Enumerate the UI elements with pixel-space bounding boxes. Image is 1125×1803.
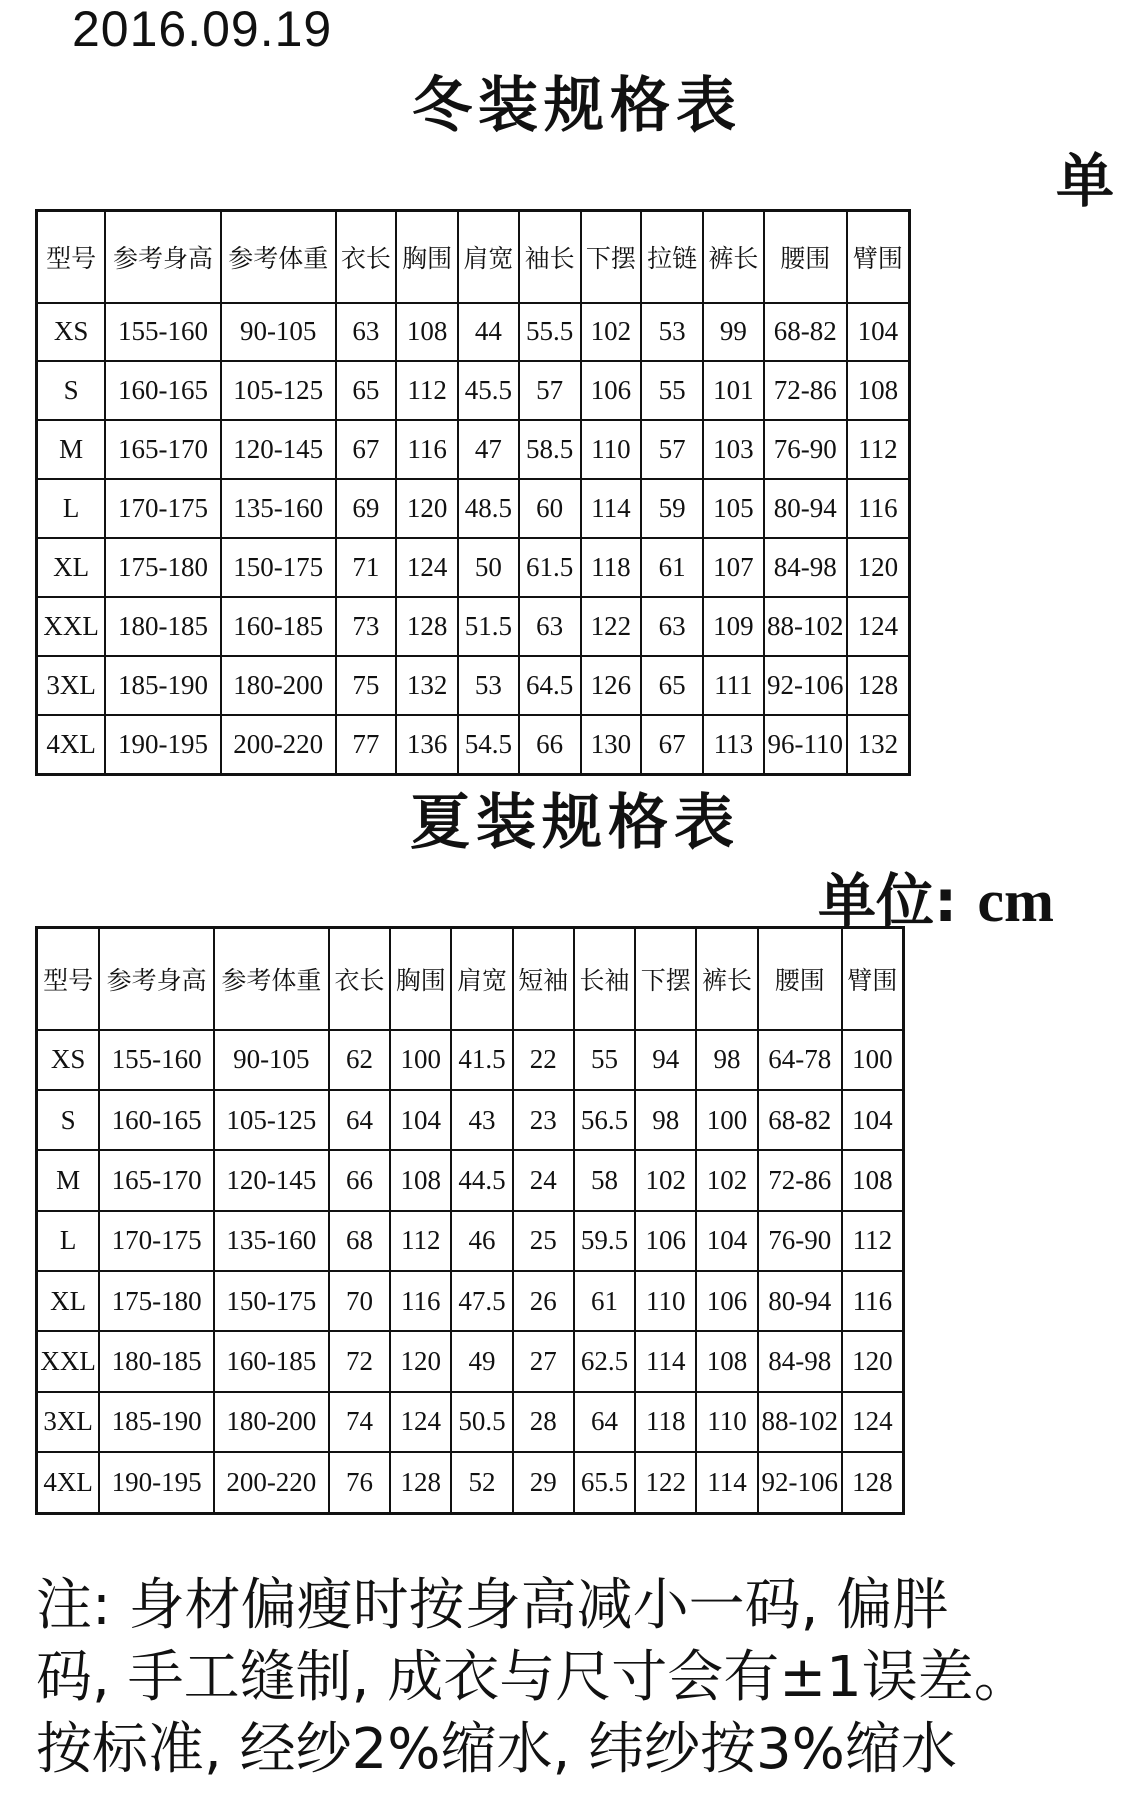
table-cell: 112 — [390, 1211, 451, 1271]
table-cell: 75 — [336, 656, 397, 715]
table-cell: 54.5 — [458, 715, 519, 775]
table-cell: XXL — [37, 1331, 100, 1391]
table-cell: 190-195 — [99, 1452, 214, 1513]
column-header: 拉链 — [641, 211, 703, 303]
table-cell: 108 — [396, 303, 458, 362]
table-row — [37, 538, 910, 597]
column-header: 长袖 — [574, 928, 636, 1030]
table-cell: 105-125 — [214, 1090, 329, 1150]
table-cell: 61 — [641, 538, 703, 597]
table-cell: 26 — [513, 1271, 574, 1331]
table-cell: 124 — [396, 538, 458, 597]
table-cell: 64.5 — [519, 656, 581, 715]
table-cell: 3XL — [37, 1392, 100, 1452]
table-cell: 55 — [574, 1030, 636, 1090]
winter-table-title: 冬装规格表 — [412, 71, 742, 141]
table-cell: 24 — [513, 1150, 574, 1210]
table-cell: 71 — [336, 538, 397, 597]
table-cell: 190-195 — [105, 715, 221, 775]
table-cell: 67 — [641, 715, 703, 775]
table-cell: 150-175 — [221, 538, 336, 597]
table-cell: 80-94 — [758, 1271, 842, 1331]
column-header: 短袖 — [513, 928, 574, 1030]
note-line-3: 按标准, 经纱2%缩水, 纬纱按3%缩水 — [36, 1717, 957, 1782]
table-cell: 180-200 — [214, 1392, 329, 1452]
table-cell: 65 — [641, 656, 703, 715]
unit-label-text: 单位: — [818, 867, 958, 935]
table-cell: 68-82 — [758, 1090, 842, 1150]
table-cell: 45.5 — [458, 361, 519, 420]
table-cell: 4XL — [37, 715, 106, 775]
table-cell: 29 — [513, 1452, 574, 1513]
table-cell: 118 — [635, 1392, 696, 1452]
table-row — [37, 1392, 904, 1452]
table-cell: 106 — [581, 361, 642, 420]
table-cell: 106 — [696, 1271, 758, 1331]
table-cell: S — [37, 1090, 100, 1150]
table-cell: 120 — [842, 1331, 904, 1391]
table-cell: 113 — [703, 715, 764, 775]
table-cell: 61.5 — [519, 538, 581, 597]
table-cell: 116 — [847, 479, 910, 538]
table-cell: 102 — [696, 1150, 758, 1210]
table-cell: XS — [37, 1030, 100, 1090]
table-cell: 47 — [458, 420, 519, 479]
note-line-1: 注: 身材偏瘦时按身高减小一码, 偏胖 — [36, 1573, 949, 1638]
table-cell: 49 — [451, 1331, 513, 1391]
table-cell: 3XL — [37, 656, 106, 715]
table-cell: 120 — [390, 1331, 451, 1391]
table-cell: 58 — [574, 1150, 636, 1210]
table-cell: 68 — [329, 1211, 391, 1271]
table-cell: 104 — [847, 303, 910, 362]
column-header: 型号 — [37, 928, 100, 1030]
table-cell: 88-102 — [764, 597, 847, 656]
table-cell: 110 — [635, 1271, 696, 1331]
table-row — [37, 1030, 904, 1090]
column-header: 裤长 — [703, 211, 764, 303]
table-row — [37, 1271, 904, 1331]
column-header: 肩宽 — [451, 928, 513, 1030]
table-cell: 62.5 — [574, 1331, 636, 1391]
table-cell: 66 — [329, 1150, 391, 1210]
table-cell: 84-98 — [764, 538, 847, 597]
table-cell: 50.5 — [451, 1392, 513, 1452]
table-cell: 57 — [519, 361, 581, 420]
column-header: 肩宽 — [458, 211, 519, 303]
table-cell: 67 — [336, 420, 397, 479]
table-cell: 136 — [396, 715, 458, 775]
table-cell: 62 — [329, 1030, 391, 1090]
table-cell: 170-175 — [99, 1211, 214, 1271]
table-cell: 165-170 — [105, 420, 221, 479]
table-cell: 108 — [847, 361, 910, 420]
table-cell: 200-220 — [214, 1452, 329, 1513]
table-cell: 76-90 — [764, 420, 847, 479]
table-row — [37, 303, 910, 362]
table-cell: 109 — [703, 597, 764, 656]
table-cell: 47.5 — [451, 1271, 513, 1331]
table-cell: 128 — [842, 1452, 904, 1513]
table-cell: 122 — [635, 1452, 696, 1513]
table-cell: 132 — [847, 715, 910, 775]
table-cell: 100 — [390, 1030, 451, 1090]
table-cell: 41.5 — [451, 1030, 513, 1090]
table-cell: 104 — [842, 1090, 904, 1150]
column-header: 袖长 — [519, 211, 581, 303]
winter-unit-label: 单 — [1056, 147, 1115, 215]
table-cell: 90-105 — [221, 303, 336, 362]
table-cell: 108 — [696, 1331, 758, 1391]
unit-value-text: cm — [977, 868, 1055, 934]
column-header: 衣长 — [329, 928, 391, 1030]
table-cell: 90-105 — [214, 1030, 329, 1090]
table-cell: 160-185 — [214, 1331, 329, 1391]
column-header: 下摆 — [581, 211, 642, 303]
table-cell: 77 — [336, 715, 397, 775]
table-header-row — [37, 211, 910, 303]
table-cell: 135-160 — [221, 479, 336, 538]
table-row — [37, 1331, 904, 1391]
table-cell: 64-78 — [758, 1030, 842, 1090]
table-cell: XL — [37, 1271, 100, 1331]
column-header: 胸围 — [396, 211, 458, 303]
table-cell: 175-180 — [105, 538, 221, 597]
table-cell: 65.5 — [574, 1452, 636, 1513]
table-cell: 99 — [703, 303, 764, 362]
table-cell: 92-106 — [758, 1452, 842, 1513]
table-row — [37, 1090, 904, 1150]
table-row — [37, 597, 910, 656]
table-cell: 122 — [581, 597, 642, 656]
table-cell: 116 — [396, 420, 458, 479]
table-row — [37, 1452, 904, 1513]
table-cell: 58.5 — [519, 420, 581, 479]
table-cell: 135-160 — [214, 1211, 329, 1271]
table-cell: 128 — [390, 1452, 451, 1513]
table-cell: 104 — [390, 1090, 451, 1150]
table-cell: 73 — [336, 597, 397, 656]
column-header: 型号 — [37, 211, 106, 303]
table-cell: XS — [37, 303, 106, 362]
table-cell: 53 — [641, 303, 703, 362]
table-cell: 110 — [696, 1392, 758, 1452]
table-cell: 64 — [574, 1392, 636, 1452]
table-row — [37, 479, 910, 538]
table-cell: 126 — [581, 656, 642, 715]
table-cell: 128 — [847, 656, 910, 715]
table-row — [37, 420, 910, 479]
table-cell: 60 — [519, 479, 581, 538]
table-cell: 94 — [635, 1030, 696, 1090]
table-cell: 124 — [847, 597, 910, 656]
summer-table-title: 夏装规格表 — [410, 788, 740, 858]
table-cell: M — [37, 420, 106, 479]
table-cell: 68-82 — [764, 303, 847, 362]
table-cell: 160-165 — [105, 361, 221, 420]
table-cell: 48.5 — [458, 479, 519, 538]
table-cell: 63 — [641, 597, 703, 656]
table-cell: 150-175 — [214, 1271, 329, 1331]
table-cell: 23 — [513, 1090, 574, 1150]
table-cell: 59.5 — [574, 1211, 636, 1271]
table-cell: 98 — [696, 1030, 758, 1090]
table-cell: 114 — [696, 1452, 758, 1513]
table-cell: 104 — [696, 1211, 758, 1271]
table-cell: 88-102 — [758, 1392, 842, 1452]
table-cell: 76-90 — [758, 1211, 842, 1271]
table-row — [37, 1150, 904, 1210]
table-cell: 120-145 — [221, 420, 336, 479]
table-cell: 120-145 — [214, 1150, 329, 1210]
table-cell: 25 — [513, 1211, 574, 1271]
table-cell: 124 — [842, 1392, 904, 1452]
table-cell: 102 — [581, 303, 642, 362]
table-cell: 114 — [581, 479, 642, 538]
table-cell: 64 — [329, 1090, 391, 1150]
column-header: 衣长 — [336, 211, 397, 303]
table-cell: 103 — [703, 420, 764, 479]
table-header-row — [37, 928, 904, 1030]
column-header: 臂围 — [842, 928, 904, 1030]
table-cell: XXL — [37, 597, 106, 656]
table-cell: 118 — [581, 538, 642, 597]
column-header: 裤长 — [696, 928, 758, 1030]
table-cell: L — [37, 479, 106, 538]
table-row — [37, 361, 910, 420]
table-cell: 128 — [396, 597, 458, 656]
table-cell: 155-160 — [105, 303, 221, 362]
table-cell: 65 — [336, 361, 397, 420]
table-cell: 66 — [519, 715, 581, 775]
table-cell: 101 — [703, 361, 764, 420]
table-cell: 105-125 — [221, 361, 336, 420]
table-cell: 56.5 — [574, 1090, 636, 1150]
table-cell: 200-220 — [221, 715, 336, 775]
table-cell: 102 — [635, 1150, 696, 1210]
table-cell: 57 — [641, 420, 703, 479]
column-header: 参考身高 — [105, 211, 221, 303]
table-cell: 55.5 — [519, 303, 581, 362]
table-cell: 100 — [696, 1090, 758, 1150]
table-cell: 114 — [635, 1331, 696, 1391]
date-text: 2016.09.19 — [72, 1, 333, 57]
table-cell: 170-175 — [105, 479, 221, 538]
table-cell: 180-185 — [105, 597, 221, 656]
table-cell: 98 — [635, 1090, 696, 1150]
table-cell: 116 — [842, 1271, 904, 1331]
table-cell: 180-200 — [221, 656, 336, 715]
table-cell: 53 — [458, 656, 519, 715]
column-header: 臂围 — [847, 211, 910, 303]
column-header: 腰围 — [758, 928, 842, 1030]
table-cell: 155-160 — [99, 1030, 214, 1090]
table-cell: XL — [37, 538, 106, 597]
table-cell: 185-190 — [99, 1392, 214, 1452]
table-cell: 84-98 — [758, 1331, 842, 1391]
table-cell: 72-86 — [764, 361, 847, 420]
table-cell: 74 — [329, 1392, 391, 1452]
table-cell: 132 — [396, 656, 458, 715]
table-cell: 105 — [703, 479, 764, 538]
table-cell: 107 — [703, 538, 764, 597]
column-header: 参考体重 — [214, 928, 329, 1030]
table-cell: 46 — [451, 1211, 513, 1271]
table-cell: 100 — [842, 1030, 904, 1090]
table-cell: 175-180 — [99, 1271, 214, 1331]
table-cell: L — [37, 1211, 100, 1271]
table-cell: 112 — [842, 1211, 904, 1271]
table-row — [37, 715, 910, 775]
column-header: 下摆 — [635, 928, 696, 1030]
table-cell: 52 — [451, 1452, 513, 1513]
table-cell: 120 — [396, 479, 458, 538]
table-cell: 22 — [513, 1030, 574, 1090]
table-cell: 4XL — [37, 1452, 100, 1513]
table-cell: 28 — [513, 1392, 574, 1452]
table-cell: 130 — [581, 715, 642, 775]
table-cell: 63 — [519, 597, 581, 656]
table-cell: 111 — [703, 656, 764, 715]
winter-size-table — [35, 209, 911, 776]
table-cell: 185-190 — [105, 656, 221, 715]
table-cell: S — [37, 361, 106, 420]
note-line-2: 码, 手工缝制, 成衣与尺寸会有±1误差。 — [36, 1645, 1030, 1710]
table-cell: 160-165 — [99, 1090, 214, 1150]
table-cell: 124 — [390, 1392, 451, 1452]
table-cell: 160-185 — [221, 597, 336, 656]
table-cell: 80-94 — [764, 479, 847, 538]
column-header: 胸围 — [390, 928, 451, 1030]
column-header: 参考身高 — [99, 928, 214, 1030]
table-cell: 112 — [396, 361, 458, 420]
table-cell: M — [37, 1150, 100, 1210]
table-row — [37, 1211, 904, 1271]
table-cell: 59 — [641, 479, 703, 538]
table-cell: 165-170 — [99, 1150, 214, 1210]
table-cell: 96-110 — [764, 715, 847, 775]
table-cell: 44 — [458, 303, 519, 362]
table-cell: 55 — [641, 361, 703, 420]
table-cell: 106 — [635, 1211, 696, 1271]
table-cell: 108 — [842, 1150, 904, 1210]
table-cell: 44.5 — [451, 1150, 513, 1210]
table-cell: 70 — [329, 1271, 391, 1331]
table-cell: 92-106 — [764, 656, 847, 715]
table-cell: 180-185 — [99, 1331, 214, 1391]
table-cell: 27 — [513, 1331, 574, 1391]
table-cell: 50 — [458, 538, 519, 597]
table-cell: 61 — [574, 1271, 636, 1331]
table-cell: 69 — [336, 479, 397, 538]
table-cell: 76 — [329, 1452, 391, 1513]
table-row — [37, 656, 910, 715]
table-cell: 116 — [390, 1271, 451, 1331]
summer-size-table — [35, 926, 905, 1515]
column-header: 腰围 — [764, 211, 847, 303]
column-header: 参考体重 — [221, 211, 336, 303]
note-text — [36, 1570, 1125, 1786]
table-cell: 72-86 — [758, 1150, 842, 1210]
table-cell: 43 — [451, 1090, 513, 1150]
table-cell: 110 — [581, 420, 642, 479]
table-cell: 51.5 — [458, 597, 519, 656]
table-cell: 112 — [847, 420, 910, 479]
table-cell: 108 — [390, 1150, 451, 1210]
table-cell: 63 — [336, 303, 397, 362]
table-cell: 72 — [329, 1331, 391, 1391]
table-cell: 120 — [847, 538, 910, 597]
